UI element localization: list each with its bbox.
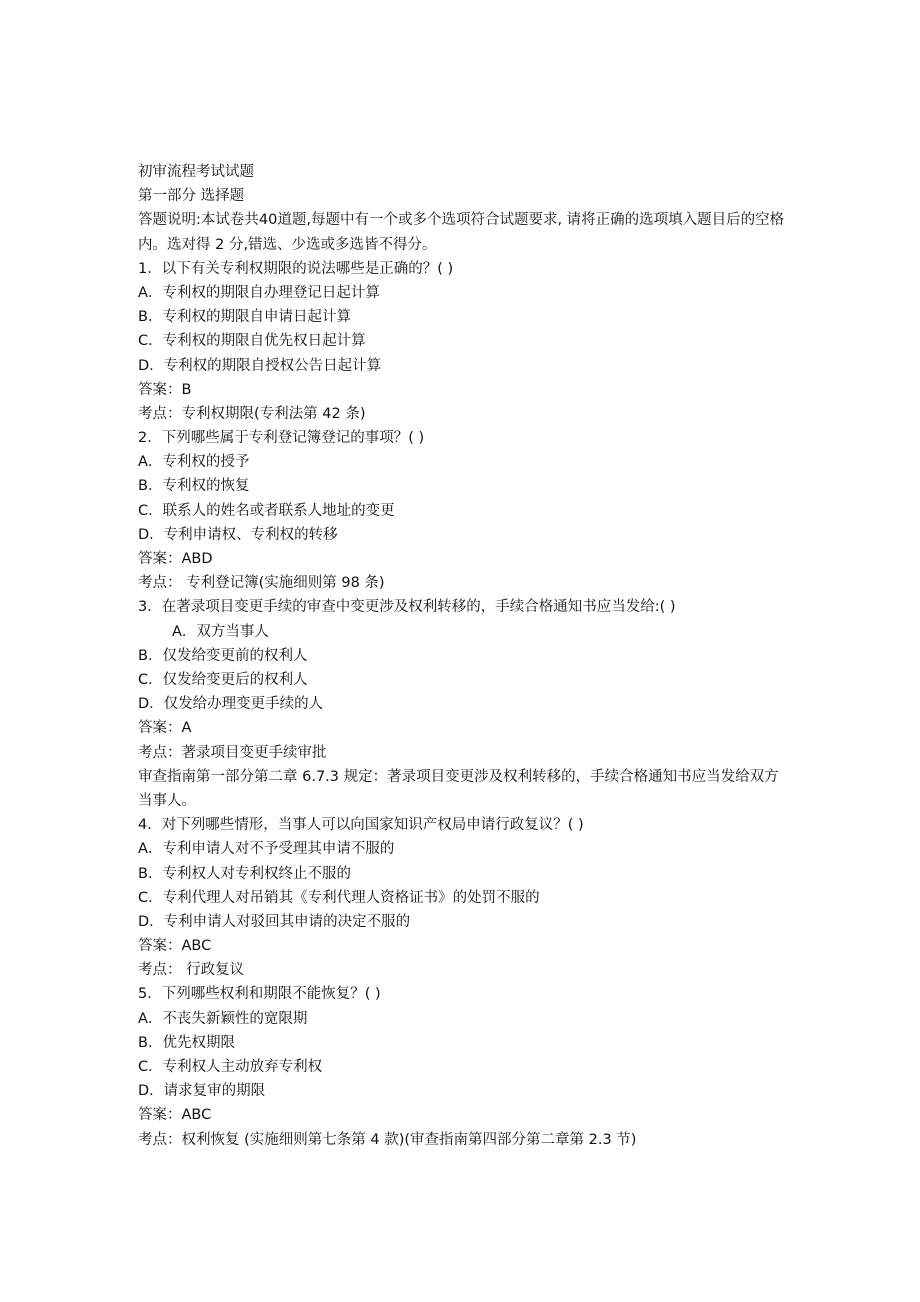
question-option: C．专利权的期限自优先权日起计算 bbox=[138, 333, 366, 350]
document-page bbox=[138, 160, 788, 1152]
section-heading: 第一部分 选择题 bbox=[138, 188, 245, 205]
question-stem: 1．以下有关专利权期限的说法哪些是正确的？( ) bbox=[138, 260, 454, 277]
question-option: B．优先权期限 bbox=[138, 1034, 235, 1051]
exam-point-line: 考点：著录项目变更手续审批 bbox=[138, 744, 327, 761]
question-stem: 4．对下列哪些情形，当事人可以向国家知识产权局申请行政复议？( ) bbox=[138, 817, 584, 834]
question-option: D．专利申请人对驳回其申请的决定不服的 bbox=[138, 913, 411, 930]
question-option: A．专利申请人对不予受理其申请不服的 bbox=[138, 841, 395, 858]
question-option: C．联系人的姓名或者联系人地址的变更 bbox=[138, 502, 395, 519]
question-block bbox=[138, 257, 788, 426]
question-stem: 5．下列哪些权利和期限不能恢复？( ) bbox=[138, 986, 381, 1003]
question-option: D．请求复审的期限 bbox=[138, 1083, 266, 1100]
question-option: D．专利申请权、专利权的转移 bbox=[138, 526, 338, 543]
question-option: D．专利权的期限自授权公告日起计算 bbox=[138, 357, 382, 374]
question-option: A．专利权的授予 bbox=[138, 454, 250, 471]
answer-line: 答案：A bbox=[138, 720, 192, 737]
question-stem: 2．下列哪些属于专利登记簿登记的事项？( ) bbox=[138, 430, 425, 447]
question-option: B．仅发给变更前的权利人 bbox=[138, 647, 308, 664]
exam-point-line: 考点：专利权期限(专利法第 42 条) bbox=[138, 405, 366, 422]
question-option: B．专利权的期限自申请日起计算 bbox=[138, 309, 351, 326]
instructions-paragraph: 答题说明:本试卷共40道题,每题中有一个或多个选项符合试题要求, 请将正确的选项填入题目后的空格内。选对得 2 分,错选、少选或多选皆不得分。 bbox=[138, 212, 785, 253]
exam-point-line: 考点： 行政复议 bbox=[138, 962, 245, 979]
question-block bbox=[138, 982, 788, 1151]
answer-line: 答案：ABC bbox=[138, 938, 212, 955]
explanation-note: 审查指南第一部分第二章 6.7.3 规定：著录项目变更涉及权利转移的，手续合格通知书应当发给双方当事人。 bbox=[138, 768, 779, 809]
question-option: C．专利代理人对吊销其《专利代理人资格证书》的处罚不服的 bbox=[138, 889, 540, 906]
question-block bbox=[138, 595, 788, 813]
exam-point-line: 考点：权利恢复 (实施细则第七条第 4 款)(审查指南第四部分第二章第 2.3 节) bbox=[138, 1131, 637, 1148]
answer-line: 答案：ABD bbox=[138, 551, 213, 568]
question-option: A．专利权的期限自办理登记日起计算 bbox=[138, 284, 380, 301]
question-block bbox=[138, 426, 788, 595]
doc-title: 初审流程考试试题 bbox=[138, 164, 254, 180]
question-option: A．不丧失新颖性的宽限期 bbox=[138, 1010, 308, 1027]
question-option: C．专利权人主动放弃专利权 bbox=[138, 1059, 323, 1075]
exam-point-line: 考点： 专利登记簿(实施细则第 98 条) bbox=[138, 575, 385, 592]
question-stem: 3．在著录项目变更手续的审查中变更涉及权利转移的，手续合格通知书应当发给:( ) bbox=[138, 599, 676, 616]
answer-line: 答案：ABC bbox=[138, 1107, 212, 1124]
question-option: B．专利权人对专利权终止不服的 bbox=[138, 865, 351, 882]
question-option: B．专利权的恢复 bbox=[138, 478, 250, 495]
question-block bbox=[138, 813, 788, 982]
question-option: D．仅发给办理变更手续的人 bbox=[138, 696, 324, 713]
question-option: A．双方当事人 bbox=[172, 623, 269, 640]
answer-line: 答案：B bbox=[138, 381, 192, 398]
question-option: C．仅发给变更后的权利人 bbox=[138, 671, 308, 688]
